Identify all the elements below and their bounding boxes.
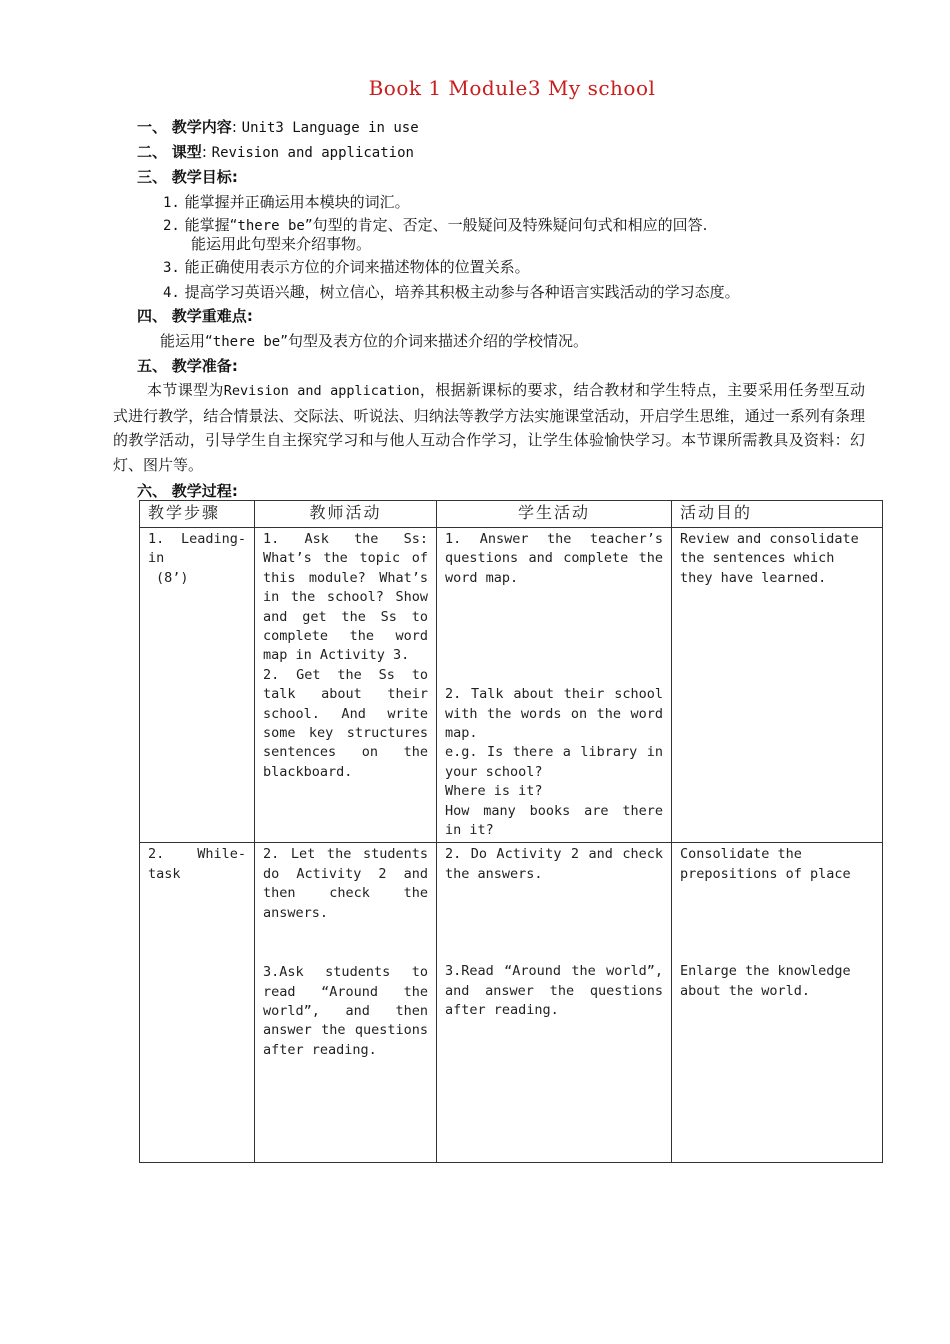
header-purpose: 活动目的 bbox=[672, 501, 883, 528]
teacher-activity-cell: 1. Ask the Ss: What’s the topic of this module? What’s in the school? Show and get the Ss to complete the word map in Activity 3. 2. Get the Ss to talk about their school. And write some key structures sentences on the blackboard. bbox=[255, 528, 437, 843]
objective-item: 1. 能掌握并正确运用本模块的词汇。 bbox=[163, 193, 410, 211]
section-label: 课型 bbox=[171, 143, 202, 161]
section-number: 三、 bbox=[137, 168, 168, 186]
separator: : bbox=[231, 118, 237, 136]
section-label: 教学内容 bbox=[171, 118, 232, 136]
teacher-activity-cell: 2. Let the students do Activity 2 and then check the answers. 3.Ask students to read “Around the world”, and then answer the questions after reading. bbox=[255, 843, 437, 1163]
objective-item: 3. 能正确使用表示方位的介词来描述物体的位置关系。 bbox=[163, 258, 530, 276]
separator: : bbox=[231, 482, 238, 500]
header-step: 教学步骤 bbox=[140, 501, 255, 528]
separator: : bbox=[231, 168, 238, 186]
section-objectives bbox=[137, 166, 238, 187]
table-row bbox=[140, 843, 883, 1163]
teaching-process-table bbox=[139, 500, 883, 1163]
section-label: 教学目标 bbox=[171, 168, 232, 186]
preparation-paragraph: 本节课型为Revision and application，根据新课标的要求，结合教材和学生特点，主要采用任务型互动式进行教学，结合情景法、交际法、听说法、归纳法等教学方法实施课堂活动，开启学生思维，通过一系列有条理的教学活动，引导学生自主探究学习和与他人互动合作学习，让学生体验愉快学习。本节课所需教具及资料：幻灯、图片等。 bbox=[113, 381, 865, 475]
separator: : bbox=[231, 357, 238, 375]
header-student: 学生活动 bbox=[437, 501, 672, 528]
section-number: 二、 bbox=[137, 143, 168, 161]
objective-item-continued: 能运用此句型来介绍事物。 bbox=[191, 235, 372, 253]
purpose-cell: Review and consolidate the sentences which they have learned. bbox=[672, 528, 883, 843]
section-number: 五、 bbox=[137, 357, 168, 375]
section-preparation bbox=[137, 355, 238, 376]
student-activity-cell: 1. Answer the teacher’s questions and complete the word map. 2. Talk about their school with the words on the word map. e.g. Is there a library in your school? Where is it? How many books are there in it? bbox=[437, 528, 672, 843]
section-value: Unit3 Language in use bbox=[241, 120, 419, 136]
section-value: Revision and application bbox=[211, 145, 414, 161]
section-number: 六、 bbox=[137, 482, 168, 500]
document-title: Book 1 Module3 My school bbox=[368, 76, 656, 100]
table-row bbox=[140, 528, 883, 843]
section-lesson-type bbox=[137, 141, 414, 162]
separator: : bbox=[201, 143, 207, 161]
objective-item: 4. 提高学习英语兴趣，树立信心，培养其积极主动参与各种语言实践活动的学习态度。 bbox=[163, 283, 740, 301]
section-number: 四、 bbox=[137, 307, 168, 325]
section-number: 一、 bbox=[137, 118, 168, 136]
key-points-text: 能运用“there be”句型及表方位的介词来描述介绍的学校情况。 bbox=[160, 332, 588, 350]
student-activity-cell: 2. Do Activity 2 and check the answers. 3.Read “Around the world”, and answer the questions after reading. bbox=[437, 843, 672, 1163]
objective-item: 2. 能掌握“there be”句型的肯定、否定、一般疑问及特殊疑问句式和相应的回答. bbox=[163, 216, 708, 234]
header-teacher: 教师活动 bbox=[255, 501, 437, 528]
step-cell: 1. Leading-in (8’) bbox=[140, 528, 255, 843]
section-key-points bbox=[137, 305, 253, 326]
section-label: 教学准备 bbox=[171, 357, 232, 375]
section-content bbox=[137, 116, 419, 137]
section-label: 教学过程 bbox=[171, 482, 232, 500]
purpose-cell: Consolidate the prepositions of place Enlarge the knowledge about the world. bbox=[672, 843, 883, 1163]
section-label: 教学重难点 bbox=[171, 307, 247, 325]
section-process bbox=[137, 480, 238, 501]
separator: : bbox=[246, 307, 253, 325]
table-header-row bbox=[140, 501, 883, 528]
step-cell: 2. While-task bbox=[140, 843, 255, 1163]
